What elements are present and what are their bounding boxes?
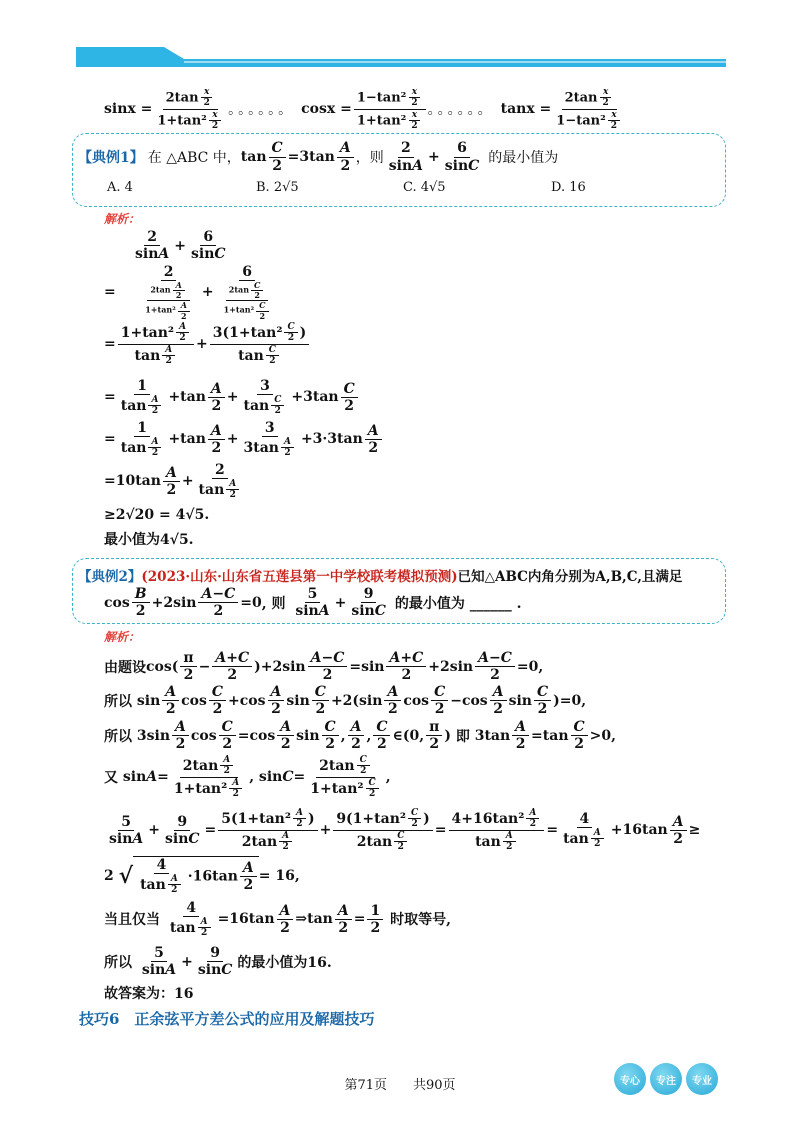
example2-question-line2: cos $\frac{B}{2}$ +2sin $\frac{A-C}{2}$ =0 , 则 $\frac{5}{\sin A}$ + $\frac{9}{\sin C}$ 的最小值为 ______ .	[104, 586, 522, 620]
sol1-line5: =10tan $\frac{A}{2}$ + 2 tan $\frac{A}{2}$	[104, 462, 246, 501]
option-b[interactable]: B. 2√5	[256, 180, 299, 195]
sol1-line7: 最小值为4√5.	[104, 532, 194, 548]
answer: 故答案为：16	[104, 986, 194, 1002]
option-d[interactable]: D. 16	[551, 180, 586, 195]
option-a[interactable]: A. 4	[107, 180, 133, 195]
sol1-line4: = 1 tan $\frac{A}{2}$ +tan $\frac{A}{2}$ + 3 3tan $\frac{A}{2}$ +3·3tan $\frac{A}{2}$	[104, 420, 384, 459]
analysis-label: 解析：	[104, 212, 141, 226]
sol2-line8: 所以 $\frac{5}{\sin A}$ + $\frac{9}{\sin C}$ 的最小值为16.	[104, 945, 332, 979]
header-bar	[76, 47, 726, 69]
sol2-line3: 所以 3sin $\frac{A}{2}$ cos $\frac{C}{2}$ =cos $\frac{A}{2}$ sin $\frac{C}{2}$ , $\frac{A}{2}$ , $\frac{C}{2}$ ∈(0, $\frac{\pi}{2}$ ) 即 3tan $\frac{A}{2}$ =tan $\frac{C}{2}$ >0,	[104, 719, 617, 753]
sol2-line2: 所以 sin $\frac{A}{2}$ cos $\frac{C}{2}$ +cos $\frac{A}{2}$ sin $\frac{C}{2}$ +2(sin $\frac{A}{2}$ cos $\frac{C}{2}$ −cos $\frac{A}{2}$ sin $\frac{C}{2}$ )=0,	[104, 684, 587, 718]
example1-question: 【典例1】 在 △ABC 中， tan $\frac{C}{2}$ =3tan $\frac{A}{2}$ ，则 $\frac{2}{\sin A}$ + $\frac{6}{\sin C}$ 的最小值为	[78, 140, 559, 174]
sol1-line0: $\frac{2}{\sin A}$ + $\frac{6}{\sin C}$	[135, 229, 226, 263]
sol1-line1: = 2 2tan $\frac{A}{2}$ 1+tan² $\frac{A}{2}$ + 6 2tan $\frac{C}{2}$ 1+tan² $\frac{C}{2}$	[104, 264, 281, 321]
sol1-line3: = 1 tan $\frac{A}{2}$ +tan $\frac{A}{2}$ + 3 tan $\frac{C}{2}$ +3tan $\frac{C}{2}$	[104, 378, 360, 417]
sol2-line1: 由题设 cos( $\frac{\pi}{2}$ − $\frac{A+C}{2}$ )+2sin $\frac{A-C}{2}$ =sin $\frac{A+C}{2}$ +2sin $\frac{A-C}{2}$ =0,	[104, 650, 544, 684]
sol2-line5: $\frac{5}{\sin A}$ + $\frac{9}{\sin C}$ = 5(1+tan² $\frac{A}{2}$ ) 2tan $\frac{A}{2}$ + 9(1+tan² $\frac{C}{2}$ ) 2tan $\frac{C}{2}$ = 4+16tan² $\frac{A}{2}$ tan $\frac{A}{2}$ = 4 tan $\frac{A}{2}$ +16tan $\frac{A}{2}$ ≥	[109, 808, 701, 853]
page-footer: 第71页 共90页	[344, 1078, 456, 1093]
badge-1: 专心	[614, 1063, 646, 1095]
example2-question-line1: 【典例2】 (2023·山东·山东省五莲县第一中学校联考模拟预测) 已知△ABC内角分别为A,B,C,且满足	[78, 569, 683, 585]
sol2-line4: 又 sin A = 2tan $\frac{A}{2}$ 1+tan² $\frac{A}{2}$ , sin C = 2tan $\frac{C}{2}$ 1+tan² $\frac{C}{2}$ ,	[104, 755, 391, 800]
badge-3: 专业	[686, 1063, 718, 1095]
section-title: 技巧6 正余弦平方差公式的应用及解题技巧	[79, 1010, 375, 1028]
sol2-line6: 2 √ 4 tan $\frac{A}{2}$ ·16tan $\frac{A}{2}$ = 16,	[104, 857, 300, 896]
option-c[interactable]: C. 4√5	[403, 180, 446, 195]
sol2-line7: 当且仅当 4 tan $\frac{A}{2}$ =16tan $\frac{A}{2}$ ⇒tan $\frac{A}{2}$ = $\frac{1}{2}$ 时取等号,	[104, 900, 451, 939]
badge-2: 专注	[650, 1063, 682, 1095]
analysis-label-2: 解析：	[104, 630, 141, 644]
sol1-line6: ≥2√20 = 4√5.	[104, 507, 210, 523]
sol1-line2: = 1+tan² $\frac{A}{2}$ tan $\frac{A}{2}$ + 3(1+tan² $\frac{C}{2}$ ) tan $\frac{C}{2}$	[104, 322, 311, 366]
formula-row: sinx = 2tan $\frac{x}{2}$ 1+tan² $\frac{x}{2}$ 。。。。。。 cosx = 1−tan² $\frac{x}{2}$ 1+tan² $\frac{x}{2}$ 。。。。。。 tanx = 2tan $\frac{x}{2}$ 1−tan² $\frac{x}{2}$	[104, 86, 627, 132]
